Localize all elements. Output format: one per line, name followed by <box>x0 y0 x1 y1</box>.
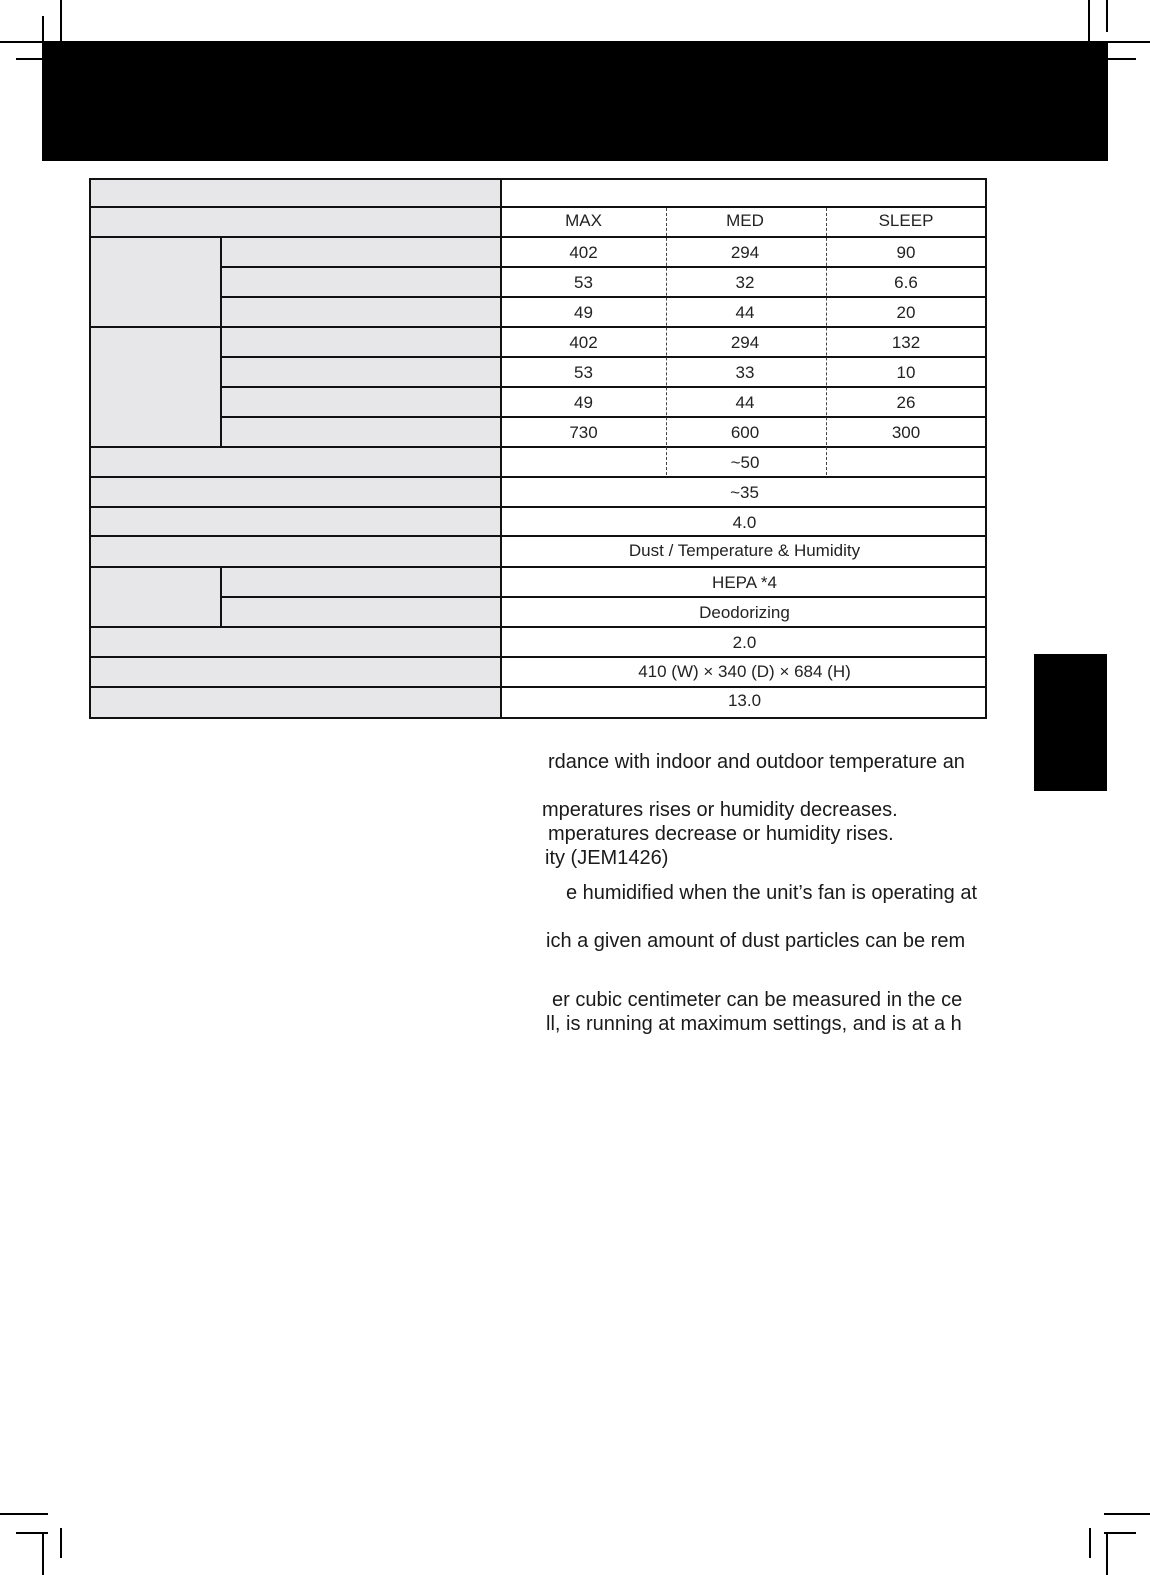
crop-mark <box>1106 1532 1108 1575</box>
section-tab <box>1034 654 1107 791</box>
table-cell: 49 <box>574 303 593 322</box>
table-rule <box>220 266 987 268</box>
table-rule <box>89 566 987 568</box>
footnote-line: er cubic centimeter can be measured in the ce <box>552 989 963 1011</box>
table-cell: 402 <box>569 243 598 262</box>
table-cell: 44 <box>735 393 755 412</box>
table-cell: 2.0 <box>732 633 757 652</box>
label-cell <box>89 178 502 719</box>
table-cell: 600 <box>730 423 760 442</box>
table-cell: 53 <box>574 273 593 292</box>
footnote-line: rdance with indoor and outdoor temperature an <box>548 751 965 773</box>
column-separator <box>666 208 667 475</box>
crop-mark <box>1104 58 1136 60</box>
table-rule <box>220 386 987 388</box>
table-cell: ~35 <box>730 483 759 502</box>
crop-mark <box>0 1513 48 1515</box>
table-cell: 132 <box>891 333 921 352</box>
table-rule <box>89 656 987 658</box>
table-rule <box>89 206 987 208</box>
table-rule <box>500 178 502 719</box>
footnote-line: ity (JEM1426) <box>545 847 669 869</box>
column-separator <box>826 208 827 475</box>
table-cell: 44 <box>735 303 755 322</box>
mode-header: MAX <box>565 211 602 230</box>
table-cell: 32 <box>735 273 755 292</box>
table-rule <box>220 596 987 598</box>
table-cell: HEPA *4 <box>712 573 777 592</box>
table-rule <box>89 535 987 537</box>
table-rule <box>220 356 987 358</box>
table-rule <box>89 626 987 628</box>
table-cell <box>825 448 987 478</box>
table-rule <box>220 296 987 298</box>
crop-mark <box>1102 41 1150 43</box>
table-cell: Dust / Temperature & Humidity <box>628 541 861 560</box>
table-cell: 49 <box>574 393 593 412</box>
table-cell: 53 <box>574 363 593 382</box>
footnote-line: mperatures decrease or humidity rises. <box>548 823 894 845</box>
table-rule <box>89 446 987 448</box>
footnote-line: e humidified when the unit’s fan is operating at <box>566 882 978 904</box>
table-cell: 13.0 <box>727 691 762 710</box>
specifications-table <box>89 178 987 719</box>
footnote-line: ich a given amount of dust particles can be rem <box>546 930 966 952</box>
table-cell: 300 <box>891 423 921 442</box>
table-cell: 410 (W) × 340 (D) × 684 (H) <box>638 662 851 681</box>
table-rule <box>89 236 987 238</box>
footnote-line: ll, is running at maximum settings, and is at a h <box>546 1013 962 1035</box>
header-banner <box>42 41 1108 161</box>
table-rule <box>89 326 987 328</box>
table-cell: Deodorizing <box>699 603 790 622</box>
table-cell: 6.6 <box>894 273 918 292</box>
footnote-line: mperatures rises or humidity decreases. <box>542 799 898 821</box>
table-cell: 33 <box>735 363 755 382</box>
table-rule <box>220 416 987 418</box>
table-cell: 730 <box>569 423 598 442</box>
table-cell <box>502 448 665 478</box>
table-cell: 4.0 <box>732 513 757 532</box>
table-border <box>89 178 987 180</box>
table-cell: 26 <box>896 393 916 412</box>
table-rule <box>89 476 987 478</box>
table-rule <box>89 506 987 508</box>
crop-mark <box>0 41 48 43</box>
crop-mark <box>1104 1532 1136 1534</box>
crop-mark <box>42 1532 44 1575</box>
crop-mark <box>1104 1513 1150 1515</box>
table-border <box>89 178 91 719</box>
mode-header: MED <box>726 211 764 230</box>
table-cell: 294 <box>730 333 760 352</box>
table-cell: 294 <box>730 243 760 262</box>
table-rule <box>89 686 987 688</box>
table-cell: 90 <box>896 243 916 262</box>
table-border <box>89 717 987 719</box>
table-cell: 402 <box>569 333 598 352</box>
crop-mark <box>1089 1528 1091 1558</box>
table-cell: 10 <box>896 363 916 382</box>
table-border <box>985 178 987 719</box>
table-cell: ~50 <box>730 453 760 472</box>
table-cell: 20 <box>896 303 916 322</box>
crop-mark <box>60 1528 62 1558</box>
crop-mark <box>1106 0 1108 32</box>
mode-header: SLEEP <box>878 211 934 230</box>
